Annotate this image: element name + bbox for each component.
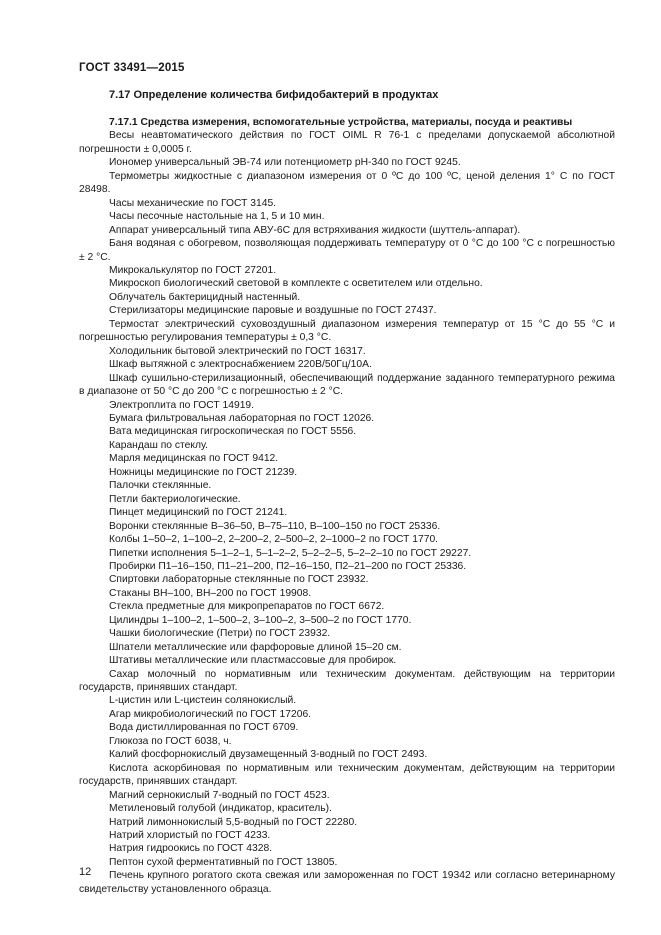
list-item: Штативы металлические или пластмассовые для пробирок. [109, 655, 397, 667]
list-item: Пептон сухой ферментативный по ГОСТ 13805. [109, 856, 338, 868]
list-item: Калий фосфорнокислый двузамещенный 3-водный по ГОСТ 2493. [109, 749, 428, 761]
list-item: Микроскоп биологический световой в комплекте с осветителем или отдельно. [109, 278, 483, 290]
list-item: Ножницы медицинские по ГОСТ 21239. [109, 466, 298, 478]
list-item: Баня водяная с обогревом, позволяющая поддерживать температуру от 0 °С до 100 °С с погрешностью ± 2 °С. [79, 238, 615, 263]
list-item: Пробирки П1–16–150, П1–21–200, П2–16–150, П2–21–200 по ГОСТ 25336. [109, 560, 467, 572]
list-item: Пинцет медицинский по ГОСТ 21241. [109, 507, 288, 519]
list-item: Бумага фильтровальная лабораторная по ГОСТ 12026. [109, 412, 375, 424]
list-item: Шпатели металлические или фарфоровые длиной 15–20 см. [109, 641, 402, 653]
list-item: Петли бактериологические. [109, 493, 241, 505]
list-item: Термостат электрический суховоздушный диапазоном измерения температур от 15 °С до 55 °С и погрешностью регулирования температуры ± 0,3 °С. [79, 318, 615, 344]
list-item: Натрия гидроокись по ГОСТ 4328. [109, 843, 273, 855]
list-item: Пипетки исполнения 5–1–2–1, 5–1–2–2, 5–2–2–5, 5–2–2–10 по ГОСТ 29227. [109, 547, 472, 559]
list-item: Глюкоза по ГОСТ 6038, ч. [109, 735, 232, 747]
section-title: 7.17 Определение количества бифидобактерий в продуктах [109, 89, 439, 101]
list-item: Магний сернокислый 7-водный по ГОСТ 4523. [109, 789, 330, 801]
list-item: Сахар молочный по нормативным или техническим документам. действующим на территории государств, принявших стандарт. [79, 668, 615, 694]
document-header: ГОСТ 33491—2015 [79, 62, 185, 74]
list-item: Карандаш по стеклу. [109, 439, 208, 451]
list-item: Натрий лимоннокислый 5,5-водный по ГОСТ 22280. [109, 816, 358, 828]
list-item: Чашки биологические (Петри) по ГОСТ 23932. [109, 628, 331, 640]
list-item: Иономер универсальный ЭВ-74 или потенциометр рН-340 по ГОСТ 9245. [109, 157, 461, 169]
list-item: Холодильник бытовой электрический по ГОСТ 16317. [109, 345, 366, 357]
list-item: Воронки стеклянные В–36–50, В–75–110, В–100–150 по ГОСТ 25336. [109, 520, 441, 532]
list-item: Спиртовки лабораторные стеклянные по ГОСТ 23932. [109, 574, 369, 586]
list-item: Облучатель бактерицидный настенный. [109, 291, 301, 303]
list-item: Вода дистиллированная по ГОСТ 6709. [109, 722, 299, 734]
document-body [79, 116, 615, 896]
list-item: Стаканы ВН–100, ВН–200 по ГОСТ 19908. [109, 587, 312, 599]
list-item: Палочки стеклянные. [109, 480, 212, 492]
list-item: Шкаф сушильно-стерилизационный, обеспечивающий поддержание заданного температурного режима в диапазоне от 50 °С до 200 °С с погрешностью ± 2 °С. [79, 372, 615, 398]
list-item: Стекла предметные для микропрепаратов по ГОСТ 6672. [109, 601, 385, 613]
list-item: Электроплита по ГОСТ 14919. [109, 399, 255, 411]
list-item: Цилиндры 1–100–2, 1–500–2, 3–100–2, 3–500–2 по ГОСТ 1770. [109, 614, 412, 626]
list-item: Печень крупного рогатого скота свежая или замороженная по ГОСТ 19342 или согласно ветеринарному свидетельству установленного образца. [79, 870, 615, 895]
list-item: Аппарат универсальный типа АВУ-6С для встряхивания жидкости (шуттель-аппарат). [109, 224, 521, 236]
list-item: Шкаф вытяжной с электроснабжением 220В/50Гц/10А. [109, 359, 372, 371]
list-item: Весы неавтоматического действия по ГОСТ OIML R 76-1 с пределами допускаемой абсолютной погрешности ± 0,0005 г. [79, 130, 615, 155]
list-item: Микрокалькулятор по ГОСТ 27201. [109, 264, 277, 276]
subsection-title: 7.17.1 Средства измерения, вспомогательные устройства, материалы, посуда и реактивы [109, 117, 573, 128]
list-item: Колбы 1–50–2, 1–100–2, 2–200–2, 2–500–2, 2–1000–2 по ГОСТ 1770. [109, 534, 439, 546]
list-item: Натрий хлористый по ГОСТ 4233. [109, 830, 271, 842]
page-number: 12 [79, 866, 92, 878]
list-item: Термометры жидкостные с диапазоном измерения от 0 ºС до 100 ºС, ценой деления 1° С по ГОСТ 28498. [79, 170, 615, 196]
list-item: Марля медицинская по ГОСТ 9412. [109, 453, 279, 465]
list-item: Кислота аскорбиновая по нормативным или техническим документам, действующим на территории государств, принявших стандарт. [79, 762, 615, 788]
item-list [79, 129, 615, 896]
list-item: Вата медицинская гигроскопическая по ГОСТ 5556. [109, 426, 357, 438]
list-item: Агар микробиологический по ГОСТ 17206. [109, 708, 312, 720]
list-item: Метиленовый голубой (индикатор, краситель). [109, 803, 332, 815]
list-item: Часы песочные настольные на 1, 5 и 10 мин. [109, 211, 325, 223]
list-item: Стерилизаторы медицинские паровые и воздушные по ГОСТ 27437. [109, 305, 437, 317]
list-item: L-цистин или L-цистеин солянокислый. [109, 695, 297, 707]
list-item: Часы механические по ГОСТ 3145. [109, 197, 277, 209]
